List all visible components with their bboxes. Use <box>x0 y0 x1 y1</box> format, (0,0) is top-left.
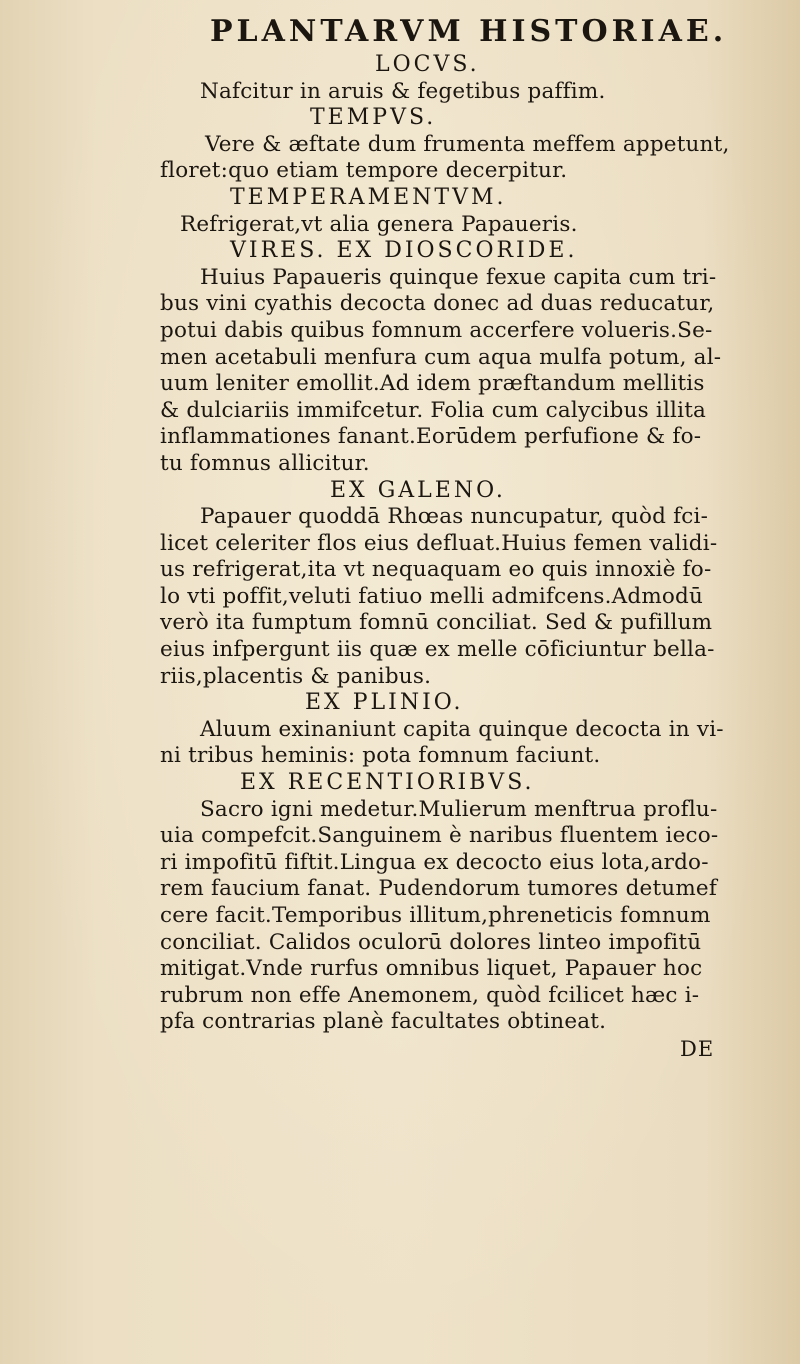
section-heading: EX RECENTIORIBVS. <box>240 770 535 796</box>
section-heading: VIRES. EX DIOSCORIDE. <box>230 238 578 264</box>
text-line: potui dabis quibus fomnum accerfere volueris.Se- <box>160 317 713 343</box>
text-line: & dulciariis immifcetur. Folia cum calycibus illita <box>160 397 707 423</box>
text-line: inflammationes fanant.Eorūdem perfufione & fo- <box>160 424 702 450</box>
section-heading: EX GALENO. <box>330 477 506 503</box>
text-line: rubrum non effe Anemonem, quòd fcilicet hæc i- <box>160 982 700 1008</box>
text-line: eius infpergunt iis quæ ex melle cōficiuntur bella- <box>160 637 715 663</box>
text-line: Nafcitur in aruis & fegetibus paffim. <box>200 78 606 104</box>
text-line: Huius Papaueris quinque fexue capita cum tri- <box>200 264 717 290</box>
text-line: ri impofitū fiftit.Lingua ex decocto eius lota,ardo- <box>160 849 709 875</box>
text-line: conciliat. Calidos oculorū dolores linteo impofitū <box>160 929 702 955</box>
text-line: uia compefcit.Sanguinem è naribus fluentem ieco- <box>160 823 719 849</box>
text-line: bus vini cyathis decocta donec ad duas reducatur, <box>160 291 715 317</box>
text-line: Aluum exinaniunt capita quinque decocta in vi- <box>200 716 724 742</box>
text-line: licet celeriter flos eius defluat.Huius femen validi- <box>160 530 718 556</box>
text-line: Papauer quoddā Rhœas nuncupatur, quòd fci- <box>200 504 709 530</box>
text-line: rem faucium fanat. Pudendorum tumores detumef <box>160 876 718 902</box>
text-line: Vere & æftate dum frumenta meffem appetunt, <box>205 131 730 157</box>
text-line: cere facit.Temporibus illitum,phreneticis fomnum <box>160 903 711 928</box>
text-line: lo vti poffit,veluti fatiuo melli admifcens.Admodū <box>160 583 704 609</box>
text-line: tu fomnus allicitur. <box>160 450 370 476</box>
section-heading: EX PLINIO. <box>305 690 464 716</box>
catchword: DE <box>680 1036 715 1061</box>
text-line: uum leniter emollit.Ad idem præftandum mellitis <box>160 371 705 397</box>
section-heading: LOCVS. <box>375 52 480 77</box>
section-heading: TEMPVS. <box>310 105 437 131</box>
text-line: mitigat.Vnde rurfus omnibus liquet, Papauer hoc <box>160 956 703 982</box>
text-line: Sacro igni medetur.Mulierum menftrua proflu- <box>200 796 718 822</box>
text-line: verò ita fumptum fomnū conciliat. Sed & pufillum <box>160 610 713 636</box>
section-heading: TEMPERAMENTVM. <box>230 184 507 210</box>
text-line: ni tribus heminis: pota fomnum faciunt. <box>160 743 601 769</box>
text-line: us refrigerat,ita vt nequaquam eo quis innoxiè fo- <box>160 557 712 583</box>
text-block <box>160 52 780 1063</box>
text-line: men acetabuli menfura cum aqua mulfa potum, al- <box>160 344 722 370</box>
text-line: floret:quo etiam tempore decerpitur. <box>160 158 568 184</box>
running-head: PLANTARVM HISTORIAE. <box>210 14 728 49</box>
text-line: pfa contrarias planè facultates obtineat. <box>160 1009 607 1035</box>
text-line: riis,placentis & panibus. <box>160 663 432 689</box>
text-line: Refrigerat,vt alia genera Papaueris. <box>180 211 578 237</box>
